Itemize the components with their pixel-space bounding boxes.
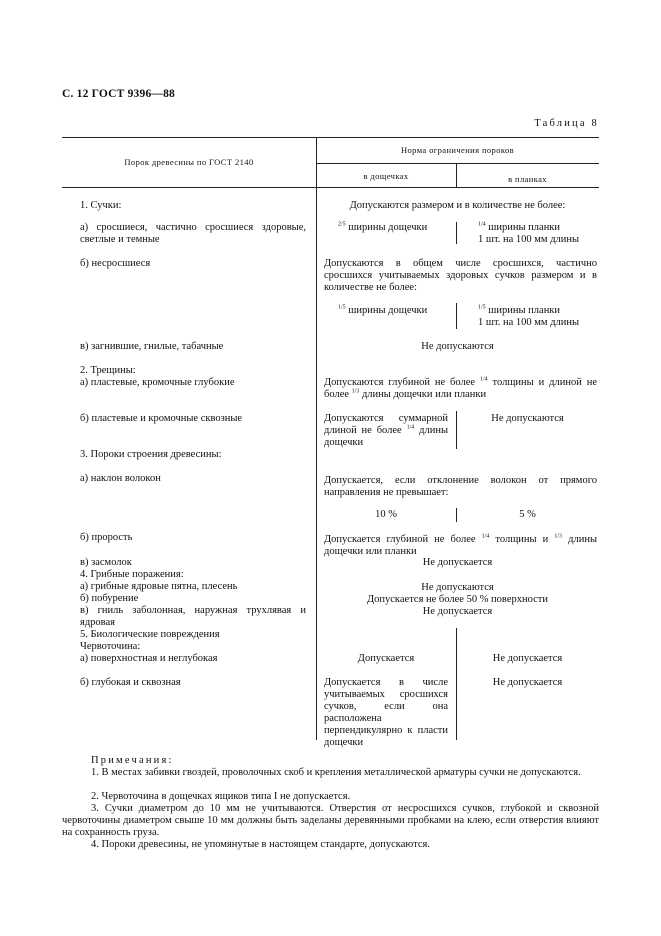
note-2: 2. Червоточина в дощечках ящиков типа I не допускается. — [91, 791, 351, 802]
norm-text: длины дощечки или планки — [361, 389, 487, 400]
row-knots-rotten: в) загнившие, гнилые, табачные — [80, 341, 224, 352]
norm-text: ширины дощечки — [348, 222, 428, 233]
norm-text: толщины и длиной не более — [324, 377, 598, 400]
note-3: 3. Сучки диаметром до 10 мм не учитываются. Отверстия от несросшихся сучков, глубокой и сквозной червоточины диаметром свыше 10 мм должны быть заделаны деревянными пробками на клею, если отверстия влияют на сохранность груза. — [62, 803, 599, 838]
row-fungal: 4. Грибные поражения: — [80, 569, 184, 580]
row-resin: в) засмолок — [80, 557, 132, 568]
fraction: 1/3 — [554, 533, 563, 540]
notes-title: Примечания: — [91, 755, 174, 766]
norm-text: длины дощечки или планки — [324, 534, 598, 557]
fraction: 2/5 — [338, 221, 346, 228]
norm-subheader-rule — [316, 163, 599, 164]
row-worm-a: а) поверхностная и неглубокая — [80, 653, 218, 664]
page-reference: С. 12 ГОСТ 9396—88 — [62, 88, 175, 100]
norm-rotten: Не допускаются — [421, 341, 494, 352]
fraction: 1/5 — [338, 304, 346, 311]
norm-unfused: Допускаются в общем числе сросшихся, частично сросшихся учитываемых здоровых сучков размером и в количестве не более: — [324, 258, 597, 293]
col-header-planks: в планках — [508, 174, 547, 184]
norm-text: Допускаются суммарной длиной не более — [324, 413, 448, 436]
norm-text: толщины и — [495, 534, 549, 545]
norm-cracks-a — [324, 377, 597, 401]
col-header-boards: в дощечках — [363, 171, 409, 181]
norm-text: ширины планки — [488, 222, 561, 233]
row-fungal-a: а) грибные ядровые пятна, плесень — [80, 581, 238, 592]
fraction: 1/4 — [406, 424, 415, 431]
norm-worm-b-plank: Не допускается — [492, 677, 563, 688]
fraction: 1/3 — [351, 388, 360, 395]
norm-slope-board: 10 % — [375, 509, 397, 520]
norm-text: ширины планки — [488, 305, 561, 316]
fraction: 1/4 — [479, 376, 488, 383]
norm-unfused-plank — [478, 305, 579, 329]
row-worm: Червоточина: — [80, 641, 141, 652]
split-divider — [456, 303, 457, 329]
row-ingrowth: б) прорость — [80, 532, 133, 543]
norm-fungal-b: Допускается не более 50 % поверхности — [366, 594, 548, 605]
row-knots-fused: а) сросшиеся, частично сросшиеся здоровые, светлые и темные — [80, 222, 306, 245]
row-worm-b: б) глубокая и сквозная — [80, 677, 181, 688]
fraction: 1/4 — [478, 221, 486, 228]
row-knots-unfused: б) несросшиеся — [80, 258, 151, 269]
norm-worm-a-board: Допускается — [357, 653, 415, 664]
row-cracks-a: а) пластевые, кромочные глубокие — [80, 377, 235, 388]
norm-text: 1 шт. на 100 мм длины — [478, 234, 580, 245]
norm-knots: Допускаются размером и в количестве не более: — [349, 200, 566, 211]
norm-worm-b-board: Допускается в числе учитываемых сросшихся сучков, если она расположена перпендикулярно к пласти дощечки — [324, 677, 448, 748]
row-fungal-c: в) гниль заболонная, наружная трухлявая и ядровая — [80, 605, 306, 628]
norm-worm-a-plank: Не допускается — [492, 653, 563, 664]
norm-resin: Не допускается — [422, 557, 493, 568]
norm-text: Допускается глубиной не более — [324, 534, 476, 545]
fraction: 1/5 — [478, 304, 486, 311]
fraction: 1/4 — [481, 533, 490, 540]
norm-fused-board — [338, 222, 427, 234]
norm-text: Допускаются глубиной не более — [324, 377, 476, 388]
row-bio: 5. Биологические повреждения — [80, 629, 220, 640]
norm-fungal-a: Не допускаются — [421, 582, 494, 593]
table-top-rule — [62, 137, 599, 138]
norm-text: длины дощечки — [324, 425, 449, 448]
norm-cracks-b-plank: Не допускаются — [491, 413, 564, 424]
row-cracks: 2. Трещины: — [80, 365, 136, 376]
row-fungal-b: б) побурение — [80, 593, 139, 604]
note-1: 1. В местах забивки гвоздей, проволочных скоб и крепления металлической арматуры сучки не допускаются. — [91, 767, 581, 778]
norm-slope: Допускается, если отклонение волокон от прямого направления не превышает: — [324, 475, 597, 498]
row-slope: а) наклон волокон — [80, 473, 161, 484]
norm-unfused-board — [338, 305, 427, 317]
row-knots: 1. Сучки: — [80, 200, 122, 211]
row-cracks-b: б) пластевые и кромочные сквозные — [80, 413, 243, 424]
split-divider — [456, 222, 457, 244]
row-structure: 3. Пороки строения древесины: — [80, 449, 222, 460]
norm-fused-plank — [478, 222, 579, 246]
norm-ingrowth — [324, 534, 597, 558]
norm-text: ширины дощечки — [348, 305, 428, 316]
norm-cracks-b-board — [324, 413, 448, 449]
col-header-norm: Норма ограничения пороков — [400, 145, 515, 155]
note-4: 4. Пороки древесины, не упомянутые в настоящем стандарте, допускаются. — [91, 839, 430, 850]
norm-text: 1 шт. на 100 мм длины — [478, 317, 580, 328]
norm-slope-plank: 5 % — [519, 509, 536, 520]
header-bottom-rule — [62, 187, 599, 188]
col-header-defect: Порок древесины по ГОСТ 2140 — [124, 157, 254, 167]
norm-fungal-c: Не допускается — [422, 606, 493, 617]
table-label: Таблица 8 — [534, 118, 599, 129]
